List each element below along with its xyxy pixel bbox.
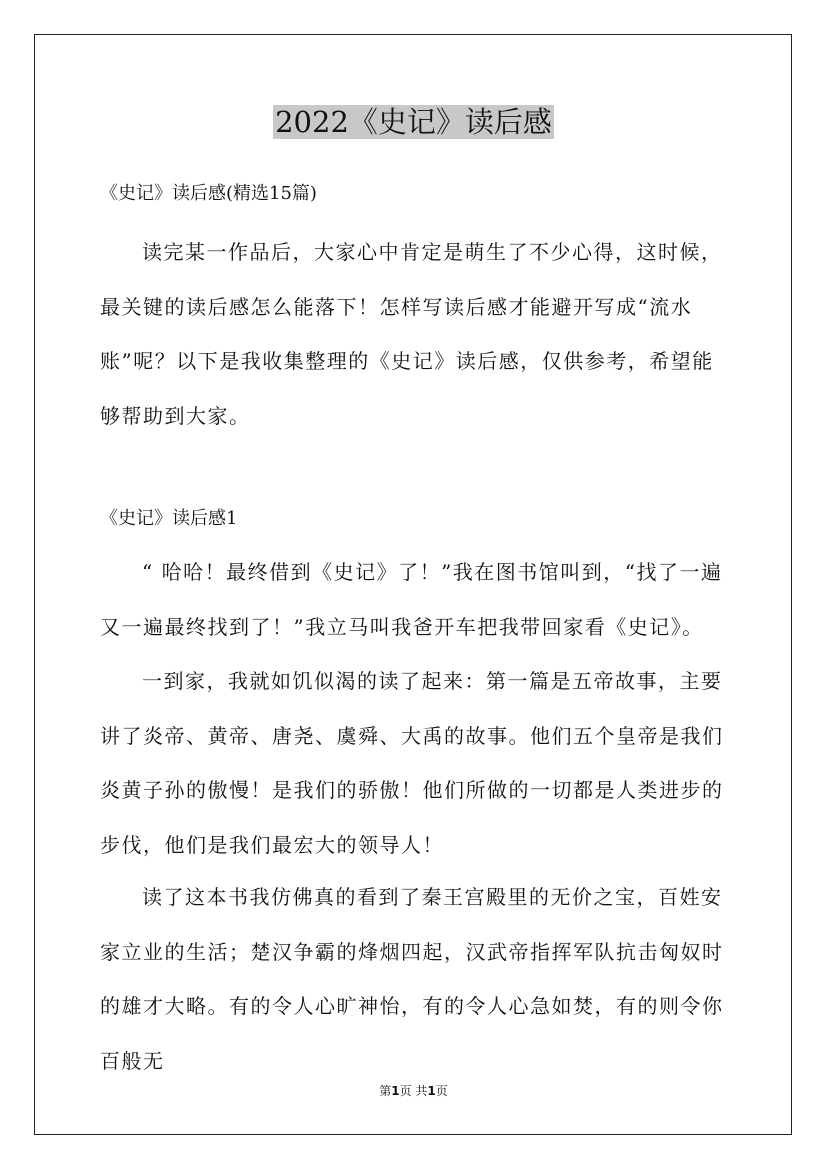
body-paragraph: 读了这本书我仿佛真的看到了秦王宫殿里的无价之宝，百姓安家立业的生活；楚汉争霸的烽烟四起，汉武帝指挥军队抗击匈奴时的雄才大略。有的令人心旷神怡，有的令人心急如焚，有的则令你百般无 [100, 885, 724, 1073]
footer-page-suffix: 页 [435, 1084, 448, 1098]
body-paragraph: “ 哈哈！最终借到《史记》了！”我在图书馆叫到，“找了一遍又一遍最终找到了！”我立马叫我爸开车把我带回家看《史记》。 [100, 560, 723, 639]
document-title-text: 2022《史记》读后感 [275, 105, 552, 139]
footer-page-total: 1 [427, 1084, 436, 1098]
document-subtitle: 《史记》读后感(精选15篇) [100, 183, 317, 204]
document-title [0, 102, 827, 142]
footer-page-prefix: 第 [379, 1084, 392, 1098]
footer-page-mid: 页 共 [399, 1084, 428, 1098]
section-heading: 《史记》读后感1 [100, 508, 238, 529]
page-footer [0, 1083, 827, 1099]
footer-page-current: 1 [391, 1084, 400, 1098]
body-paragraph: 一到家，我就如饥似渴的读了起来：第一篇是五帝故事，主要讲了炎帝、黄帝、唐尧、虞舜、大禹的故事。他们五个皇帝是我们炎黄子孙的傲慢！是我们的骄傲！他们所做的一切都是人类进步的步伐，他们是我们最宏大的领导人！ [100, 669, 724, 857]
intro-paragraph: 读完某一作品后，大家心中肯定是萌生了不少心得，这时候，最关键的读后感怎么能落下！怎样写读后感才能避开写成“流水账”呢？以下是我收集整理的《史记》读后感，仅供参考，希望能够帮助到大家。 [100, 240, 723, 428]
